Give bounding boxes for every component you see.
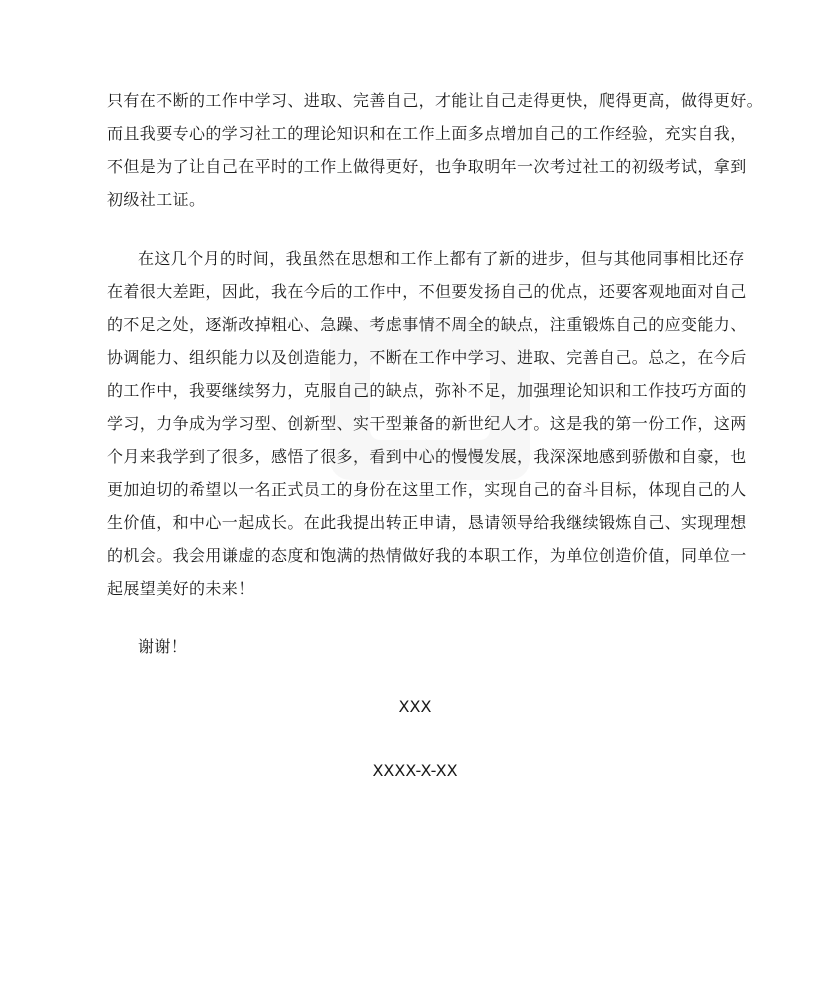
paragraph-2-line: 的不足之处，逐渐改掉粗心、急躁、考虑事情不周全的缺点，注重锻炼自己的应变能力、 [107, 315, 747, 334]
paragraph-2-line: 学习，力争成为学习型、创新型、实干型兼备的新世纪人才。这是我的第一份工作，这两 [107, 414, 747, 433]
paragraph-1-line: 不但是为了让自己在平时的工作上做得更好，也争取明年一次考过社工的初级考试，拿到 [107, 157, 747, 176]
paragraph-1-line: 初级社工证。 [107, 190, 206, 209]
signature-name: XXX [398, 697, 432, 716]
paragraph-2-line: 个月来我学到了很多，感悟了很多，看到中心的慢慢发展，我深深地感到骄傲和自豪，也 [107, 447, 747, 466]
paragraph-1-line: 只有在不断的工作中学习、进取、完善自己，才能让自己走得更快，爬得更高，做得更好。 [107, 91, 764, 110]
paragraph-2-line: 协调能力、组织能力以及创造能力，不断在工作中学习、进取、完善自己。总之，在今后 [107, 348, 747, 367]
paragraph-2-line: 在这几个月的时间，我虽然在思想和工作上都有了新的进步，但与其他同事相比还存 [138, 249, 745, 268]
paragraph-2-line: 的机会。我会用谦虚的态度和饱满的热情做好我的本职工作，为单位创造价值，同单位一 [107, 546, 747, 565]
paragraph-2-line: 生价值，和中心一起成长。在此我提出转正申请，恳请领导给我继续锻炼自己、实现理想 [107, 513, 747, 532]
paragraph-2-line: 的工作中，我要继续努力，克服自己的缺点，弥补不足，加强理论知识和工作技巧方面的 [107, 381, 747, 400]
paragraph-2-line: 起展望美好的未来！ [107, 579, 255, 598]
paragraph-2-line: 更加迫切的希望以一名正式员工的身份在这里工作，实现自己的奋斗目标，体现自己的人 [107, 480, 747, 499]
paragraph-1-line: 而且我要专心的学习社工的理论知识和在工作上面多点增加自己的工作经验，充实自我， [107, 124, 747, 143]
thanks-text: 谢谢！ [138, 637, 188, 656]
paragraph-2-line: 在着很大差距，因此，我在今后的工作中，不但要发扬自己的优点，还要客观地面对自己 [107, 282, 747, 301]
signature-date: XXXX-X-XX [372, 761, 458, 780]
